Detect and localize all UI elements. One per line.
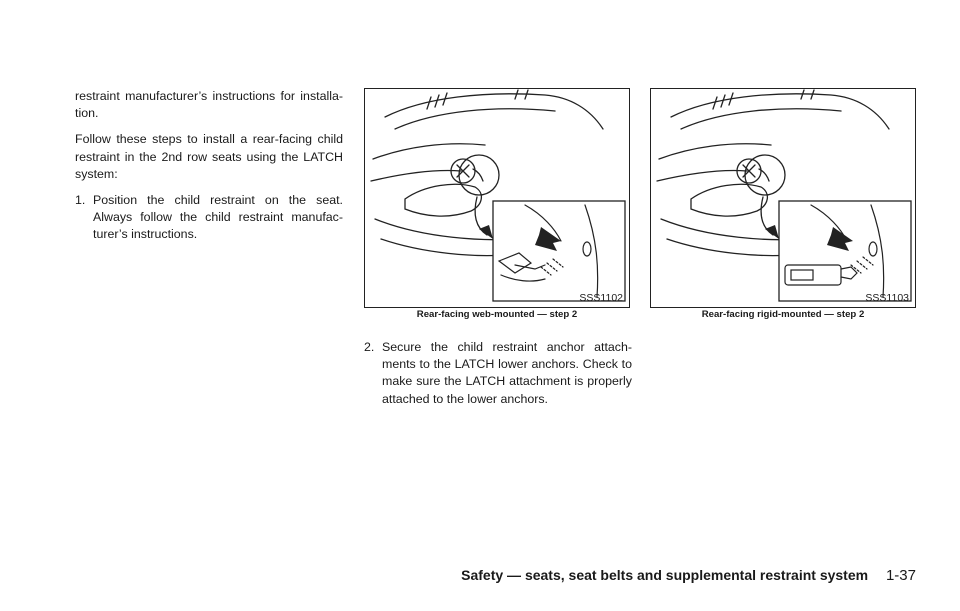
step-1-text: Position the child restraint on the seat. Always follow the child restraint manufac-turer’s instructions.: [93, 193, 343, 242]
paragraph-continued: restraint manufacturer’s instructions for installa-tion.: [75, 89, 343, 121]
middle-text-column: [364, 339, 632, 408]
footer-section-title: Safety — seats, seat belts and supplemental restraint system: [461, 567, 869, 583]
figure-web-mounted: [364, 88, 630, 328]
illustration-rigid-mounted: [651, 89, 917, 309]
figure-rigid-mounted: [650, 88, 916, 328]
figure-caption: Rear-facing rigid-mounted — step 2: [701, 309, 865, 320]
step-2-number: 2.: [364, 340, 375, 354]
figure-code: SSS1102: [579, 292, 623, 304]
page-footer: [461, 567, 916, 584]
figure-web-mounted-frame: [364, 88, 630, 308]
figure-rigid-mounted-frame: [650, 88, 916, 308]
step-1-number: 1.: [75, 193, 86, 208]
step-2-text: Secure the child restraint anchor attach-ments to the LATCH lower anchors. Check to make sure the LATCH attachment is properly attached to the lower anchors.: [382, 340, 632, 406]
figure-code: SSS1103: [865, 292, 909, 304]
step-1: [75, 192, 343, 244]
page-number: 1-37: [885, 567, 916, 584]
step-2: [364, 339, 632, 408]
illustration-web-mounted: [365, 89, 631, 309]
left-text-column: [75, 88, 343, 244]
paragraph-intro: Follow these steps to install a rear-facing child restraint in the 2nd row seats using the LATCH system:: [75, 132, 343, 181]
figure-caption: Rear-facing web-mounted — step 2: [416, 309, 578, 320]
